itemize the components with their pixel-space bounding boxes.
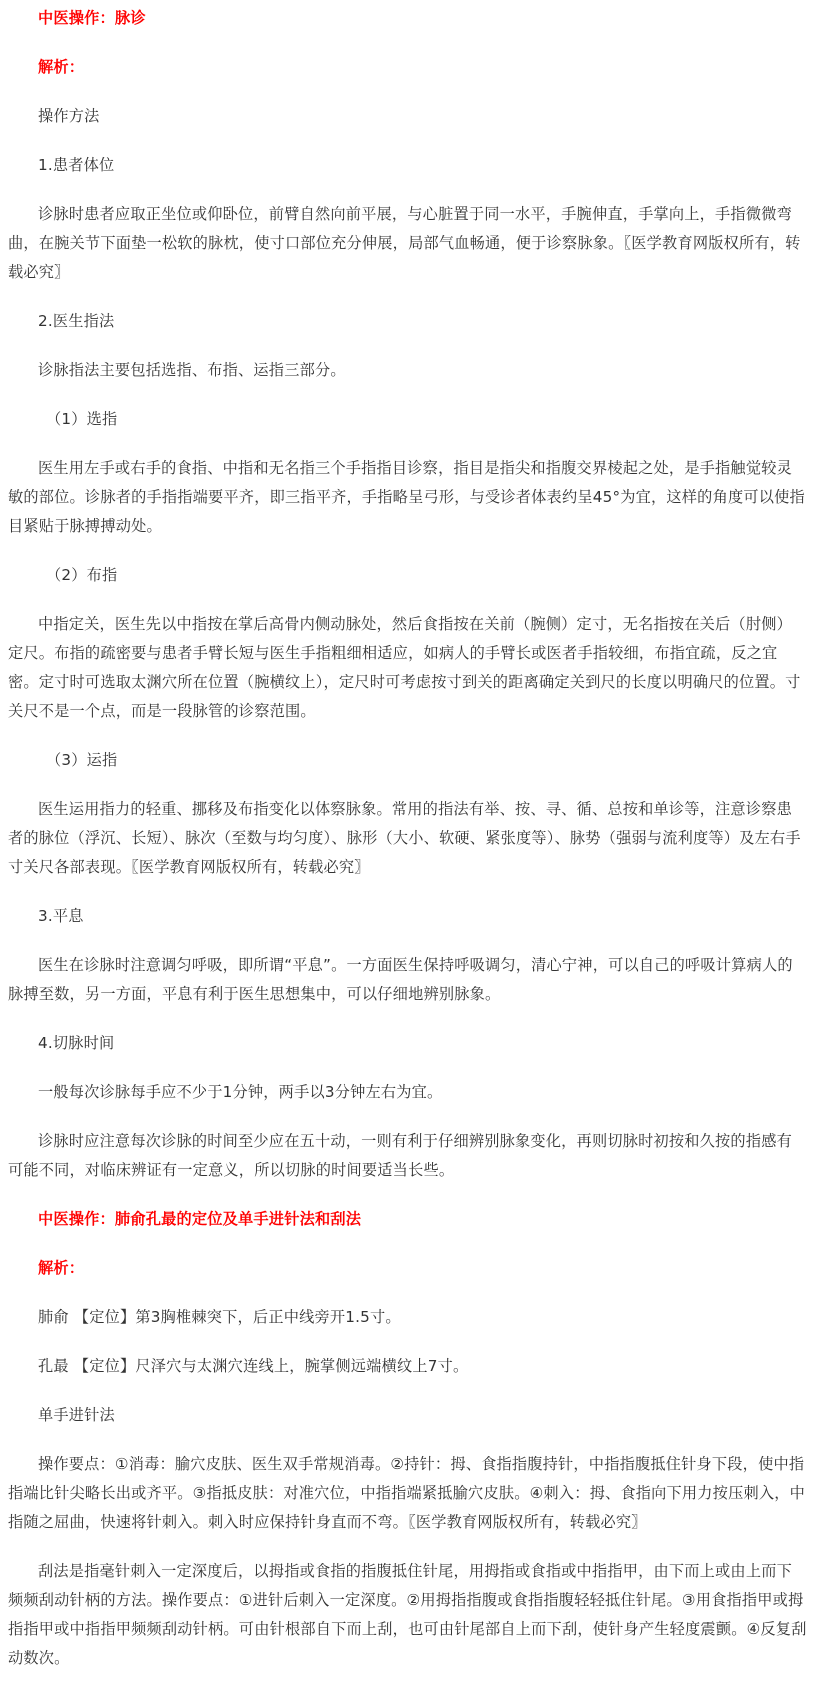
paragraph-single-hand-steps: 操作要点：①消毒：腧穴皮肤、医生双手常规消毒。②持针：拇、食指指腹持针，中指指腹抵住针身下段，使中指指端比针尖略长出或齐平。③指抵皮肤：对准穴位，中指指端紧抵腧穴皮肤。④刺入：拇、食指向下用力按压刺入，中指随之屈曲，快速将针刺入。刺入时应保持针身直而不弯。〖医学教育网版权所有，转载必究〗 (8, 1455, 806, 1531)
paragraph-select-finger-title: （1）选指 (46, 410, 118, 428)
paragraph-feishu: 肺俞 【定位】第3胸椎棘突下，后正中线旁开1.5寸。 (38, 1308, 401, 1326)
paragraph-step-1-title: 1.患者体位 (38, 156, 115, 174)
paragraph-patient-position: 诊脉时患者应取正坐位或仰卧位，前臂自然向前平展，与心脏置于同一水平，手腕伸直，手掌向上，手指微微弯曲，在腕关节下面垫一松软的脉枕，使寸口部位充分伸展，局部气血畅通，便于诊察脉象。〖医学教育网版权所有，转载必究〗 (8, 205, 801, 281)
analysis-label: 解析： (38, 58, 85, 76)
paragraph-method: 操作方法 (38, 107, 100, 125)
paragraph-move-finger-title: （3）运指 (46, 751, 118, 769)
paragraph-calm-breath: 医生在诊脉时注意调匀呼吸，即所谓“平息”。一方面医生保持呼吸调匀，清心宁神，可以自己的呼吸计算病人的脉搏至数，另一方面，平息有利于医生思想集中，可以仔细地辨别脉象。 (8, 956, 793, 1003)
section-heading-pulse: 中医操作：脉诊 (38, 9, 146, 27)
paragraph-select-finger: 医生用左手或右手的食指、中指和无名指三个手指指目诊察，指目是指尖和指腹交界棱起之处，是手指触觉较灵敏的部位。诊脉者的手指指端要平齐，即三指平齐，手指略呈弓形，与受诊者体表约呈45°为宜，这样的角度可以使指目紧贴于脉搏搏动处。 (8, 459, 805, 535)
paragraph-finger-method: 诊脉指法主要包括选指、布指、运指三部分。 (38, 361, 346, 379)
paragraph-move-finger: 医生运用指力的轻重、挪移及布指变化以体察脉象。常用的指法有举、按、寻、循、总按和单诊等，注意诊察患者的脉位（浮沉、长短）、脉次（至数与均匀度）、脉形（大小、软硬、紧张度等）、脉势（强弱与流利度等）及左右手寸关尺各部表现。〖医学教育网版权所有，转载必究〗 (8, 800, 801, 876)
paragraph-single-hand-title: 单手进针法 (38, 1406, 115, 1424)
paragraph-step-2-title: 2.医生指法 (38, 312, 115, 330)
paragraph-duration: 一般每次诊脉每手应不少于1分钟，两手以3分钟左右为宜。 (38, 1083, 443, 1101)
paragraph-duration-detail: 诊脉时应注意每次诊脉的时间至少应在五十动，一则有利于仔细辨别脉象变化，再则切脉时初按和久按的指感有可能不同，对临床辨证有一定意义，所以切脉的时间要适当长些。 (8, 1132, 792, 1179)
paragraph-kongzui: 孔最 【定位】尺泽穴与太渊穴连线上，腕掌侧远端横纹上7寸。 (38, 1357, 469, 1375)
paragraph-step-4-title: 4.切脉时间 (38, 1034, 115, 1052)
section-heading-acupoint: 中医操作：肺俞孔最的定位及单手进针法和刮法 (38, 1210, 362, 1228)
paragraph-place-finger-title: （2）布指 (46, 566, 118, 584)
paragraph-step-3-title: 3.平息 (38, 907, 84, 925)
paragraph-place-finger: 中指定关，医生先以中指按在掌后高骨内侧动脉处，然后食指按在关前（腕侧）定寸，无名指按在关后（肘侧）定尺。布指的疏密要与患者手臂长短与医生手指粗细相适应，如病人的手臂长或医者手指较细，布指宜疏，反之宜密。定寸时可选取太渊穴所在位置（腕横纹上），定尺时可考虑按寸到关的距离确定关到尺的长度以明确尺的位置。寸关尺不是一个点，而是一段脉管的诊察范围。 (8, 615, 801, 720)
paragraph-scraping-method: 刮法是指毫针刺入一定深度后，以拇指或食指的指腹抵住针尾，用拇指或食指或中指指甲，由下而上或由上而下频频刮动针柄的方法。操作要点：①进针后刺入一定深度。②用拇指指腹或食指指腹轻轻抵住针尾。③用食指指甲或拇指指甲或中指指甲频频刮动针柄。可由针根部自下而上刮，也可由针尾部自上而下刮，使针身产生轻度震颤。④反复刮动数次。 (8, 1562, 807, 1667)
analysis-label-2: 解析： (38, 1259, 85, 1277)
